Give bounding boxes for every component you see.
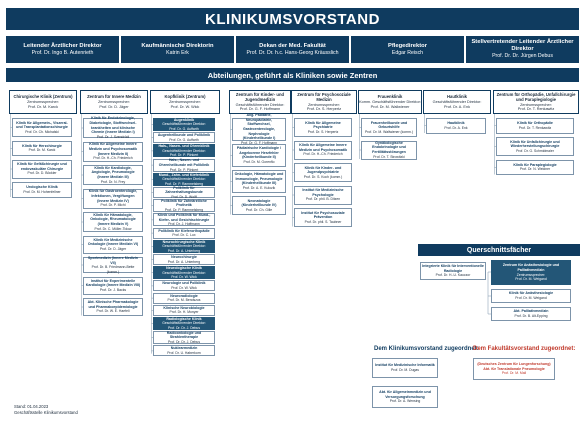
clinic-name: Pädiatrische Kardiologie / Angeborene Herzfehler (Kinderheilkunde II)	[236, 146, 282, 160]
clinic-role: Geschäftsführender Direktor:	[162, 321, 206, 326]
clinic-person: Prof. Dr. P. Plinkert	[169, 153, 199, 158]
clinic-person: Prof. Dr. A. E. Kulozik	[242, 186, 276, 191]
clinic-box	[294, 208, 352, 227]
clinic-box	[294, 141, 352, 160]
clinic-person: Prof. Dr. C. Müller-Tidow	[94, 226, 132, 231]
clinic-name: Mund-, Zahn- und Kieferklinik	[158, 172, 210, 177]
querschnitt-name: Abt. Palliativmedizin	[513, 309, 549, 314]
clinic-name: Hals-, Nasen- und Ohrenheilkunde mit Poliklinik	[158, 158, 210, 167]
clinic-box	[232, 113, 286, 141]
clinic-name: Augenklinik	[173, 117, 195, 122]
clinic-name: Klinik für Allgemein-, Viszeral- und Transplantationschirurgie	[16, 120, 68, 130]
clinic-name: Klinik für Endokrinologie, Diabetologie, Stoffwechsel-krankheiten und klinische Chemie (Innere Medizin I)	[89, 116, 137, 135]
footer-office: Geschäftsstelle Klinikumsvorstand	[14, 409, 78, 415]
page-title: KLINIKUMSVORSTAND	[205, 10, 380, 28]
department-person: Prof. Dr. W. Wick	[170, 104, 200, 109]
clinic-person: Prof. Dr. P. Plinkert	[169, 167, 199, 172]
querschnitt-role: Zentrumssprecher:	[516, 272, 546, 277]
clinic-box	[232, 170, 286, 193]
clinic-box	[153, 280, 215, 291]
clinic-name: Klinik für Allgemeine Psychiatrie	[305, 120, 341, 130]
clinic-name: Abt. Klinische Pharmakologie und Pharmakoepidemiologie	[87, 300, 139, 309]
clinic-box	[153, 331, 215, 344]
clinic-person: Prof. Dr. S. Koch (komm.)	[303, 174, 343, 179]
clinic-box	[83, 277, 143, 295]
clinic-box	[294, 163, 352, 182]
clinic-person: Prof. Dr. M. Gorenflo	[243, 160, 275, 165]
querschnitt-person: Prof. Dr. B. Alt-Epping	[514, 314, 548, 319]
clinic-box	[83, 165, 143, 185]
clinic-box	[153, 240, 215, 253]
clinic-name: Klinik für Kardiologie, Angiologie, Pneumologie (Innere Medizin III)	[91, 165, 135, 180]
unit-name: Institut für Medizinische Informatik	[375, 363, 435, 368]
clinic-box	[83, 212, 143, 232]
leader-name: Prof. Dr. Dr. Jürgen Debus	[492, 53, 553, 60]
clinic-name: Sportmedizin (Innere Medizin VII)	[88, 255, 138, 265]
leader-title: Stellvertretender Leitender Ärztlicher Direktor	[471, 39, 574, 53]
fakultaet-assigned-title: Dem Fakultätsvorstand zugeordnet:	[473, 346, 576, 352]
title-banner	[6, 8, 579, 30]
department-person: Prof. Dr. M. Karck	[28, 104, 58, 109]
clinic-box	[153, 266, 215, 279]
clinic-name: Augenheilkunde und Poliklinik	[157, 133, 211, 138]
clinic-box	[153, 199, 215, 212]
clinic-name: Neuroradiologie	[170, 293, 198, 298]
clinic-name: Klinik für Paraplegiologie	[513, 162, 557, 167]
leader-title: Leitender Ärztlicher Direktor	[23, 42, 102, 49]
leader-box	[466, 36, 579, 63]
department-person: Prof. Dr. S. Herpertz	[306, 107, 342, 112]
klinikumsvorstand-unit-box	[372, 386, 438, 408]
clinic-person: Prof. Dr. U. Haberkorn	[167, 351, 201, 356]
clinic-box	[153, 159, 215, 172]
clinic-person: Prof. Dr. Ch. Gille	[245, 207, 273, 212]
unit-person: Prof. Dr. M. Dugas	[391, 368, 419, 373]
clinic-box	[153, 228, 215, 239]
clinic-name: Institut für Psychosoziale Prävention	[301, 210, 345, 220]
clinic-person: Prof. Dr. G. Auffarth	[169, 126, 199, 131]
department-title: Frauenklinik	[377, 94, 403, 100]
clinic-name: Klinik für Hämatologie, Onkologie, Rheumatologie (Innere Medizin V)	[90, 212, 136, 227]
querschnitt-title: Querschnittsfächer	[466, 246, 532, 254]
clinic-name: Neurologie und Poliklinik	[162, 281, 206, 286]
leader-title: Dekan der Med. Fakultät	[259, 42, 326, 49]
querschnitt-banner	[418, 244, 580, 256]
clinic-box	[153, 187, 215, 198]
clinic-name: Poliklinik für Kieferorthopädie	[158, 228, 210, 233]
clinic-name: Klinik für Kinder- und Jugendpsychiatrie	[304, 165, 342, 175]
clinic-box	[153, 144, 215, 157]
clinic-name: Klinik für Herzchirurgie	[22, 143, 62, 148]
leader-name: Katrin Erk	[166, 49, 189, 56]
department-role: Zentrumssprecher:	[308, 102, 340, 107]
clinic-person: Prof. Dr. T. Renkawitz	[518, 125, 552, 130]
footer-stand: Stand: 01.04.2023	[14, 404, 49, 409]
clinic-person: Prof. Dr. phil. B. Ditzen	[305, 197, 341, 202]
clinic-person: Prof. Dr. P. Michl	[100, 203, 126, 208]
department-header	[229, 90, 291, 114]
department-header	[358, 90, 422, 114]
querschnitt-name: Klinik für Anästhesiologie	[508, 291, 554, 296]
clinic-box	[153, 132, 215, 143]
clinic-person: Prof. Dr. P. Rammelsberg	[164, 181, 204, 186]
clinic-box	[83, 257, 143, 273]
clinic-role: Geschäftsführender Direktor:	[162, 122, 206, 127]
querschnitt-box	[491, 307, 571, 321]
clinic-name: Neurochirurgie	[171, 254, 197, 259]
clinic-box	[294, 118, 352, 137]
clinic-person: Prof. Dr. W. Wick	[171, 275, 197, 280]
clinic-name: Poliklinik für Zahnerhaltungskunde	[165, 185, 203, 195]
clinic-name: Gynäkologische Endokrinologie und Fertilitätsstörungen	[372, 140, 406, 155]
clinic-person: Prof. Dr. M. Bendszus	[167, 298, 201, 303]
clinic-person: Prof. Dr. W. E. Haefeli	[96, 309, 130, 314]
clinic-box	[361, 118, 417, 137]
clinic-box	[12, 182, 72, 198]
clinic-name: Nuklearmedizin	[170, 346, 198, 351]
clinic-person: Prof. Dr. J. Hoffmann	[168, 222, 200, 227]
clinic-person: Prof. Dr. N. Weidner	[519, 167, 551, 172]
clinic-person: Prof. Dr. A. Enk	[444, 125, 468, 130]
clinic-person: Prof. Dr. A. Unterberg	[167, 248, 201, 253]
department-role: Zentrumssprecher:	[27, 99, 59, 104]
clinic-person: Prof. Dr. B. Friedmann-Bette (komm.)	[91, 265, 135, 274]
department-header	[80, 90, 148, 114]
clinic-person: Prof. Dr. A. Unterberg	[167, 259, 201, 264]
clinic-name: Klinik für Unfallchirurgie und Wiederherstellungschirurgie	[510, 139, 560, 149]
department-role: Komm. Geschäftsführender Direktor:	[359, 99, 421, 104]
clinic-person: Prof. Dr. S. Herpertz	[307, 129, 339, 134]
clinic-person: Prof. Dr. P. Rammelsberg	[164, 208, 204, 213]
querschnitt-person: Prof. Dr. M. Weigand	[515, 277, 547, 282]
clinic-box	[153, 293, 215, 304]
department-header	[9, 90, 77, 114]
clinic-name: Institut für Experimentelle Kardiologie (Innere Medizin VIII)	[85, 278, 141, 288]
clinic-person: Prof. Dr. G. Schmidmaier	[516, 148, 554, 153]
clinic-person: Prof. Dr. M. Wallwiener (komm.)	[365, 129, 413, 134]
clinic-role: Geschäftsführender Direktor:	[162, 270, 206, 275]
clinic-name: Radioonkologie und Strahlentherapie	[166, 330, 202, 340]
clinic-name: Allg. Pädiatrie, Neuropädiatrie, Stoffwechsel, Gastroenterologie, Nephrologie (Kinderheilkunde I)	[242, 113, 276, 141]
clinic-person: Prof. Dr. D. Wolff	[171, 194, 197, 199]
unit-name: Abt. für Allgemeinmedizin und Versorgungsforschung	[379, 390, 431, 399]
clinic-person: Prof. Dr. D. Jäger	[99, 246, 127, 251]
clinic-role: Geschäftsführender Direktor:	[162, 177, 206, 182]
klinikumsvorstand-assigned-title: Dem Klinikumsvorstand zugeordnet:	[374, 346, 479, 352]
clinic-name: Klinik für Allgemeine Innere Medizin und Psychosomatik (Innere Medizin II)	[88, 142, 138, 156]
querschnitt-box	[491, 289, 571, 303]
subtitle-banner	[6, 68, 579, 82]
clinic-person: Prof. Dr. M. Karck	[28, 148, 56, 153]
clinic-person: Prof. Dr. N. Frey	[100, 179, 126, 184]
clinic-person: Prof. Dr. M. Hohenfellner	[23, 189, 61, 194]
leader-title: Kaufmännische Direktorin	[141, 42, 214, 49]
department-title: Zentrum für Kinder- und Jugendmedizin	[235, 91, 285, 103]
clinic-box	[83, 189, 143, 209]
clinic-box	[83, 142, 143, 162]
department-role: Geschäftsführender Direktor:	[235, 102, 285, 107]
leader-name: Prof. Dr. Dr. h.c. Hans-Georg Kräusslich	[246, 49, 339, 56]
clinic-box	[83, 298, 143, 316]
clinic-name: Poliklinik für Zahnärztliche Prothetik	[161, 198, 207, 208]
department-role: Geschäftsführender Direktor:	[432, 99, 482, 104]
leader-title: Pflegedirektor	[388, 42, 427, 49]
clinic-person: Prof. Dr. J. Szendrödi	[96, 135, 130, 140]
clinic-name: Hautklinik	[447, 121, 465, 126]
querschnitt-person: Prof. Dr. M. Weigand	[515, 296, 547, 301]
clinic-person: Prof. Dr. D. Böckler	[27, 171, 57, 176]
querschnitt-box	[420, 262, 486, 280]
clinic-box	[153, 213, 215, 226]
department-person: Prof. Dr. G. F. Hoffmann	[239, 107, 281, 112]
department-title: Hautklinik	[446, 94, 467, 100]
department-title: Kopfklinik (Zentrum)	[164, 94, 206, 100]
clinic-person: Prof. Dr. J. Backs	[99, 287, 127, 292]
clinic-name: Neurologische Klinik	[166, 265, 202, 270]
klinikumsvorstand-unit-box	[372, 358, 438, 378]
clinic-person: Prof. Dr. H.-Ch. Friederich	[303, 152, 343, 157]
clinic-person: Prof. Dr. C. Lux	[172, 233, 196, 238]
unit-name: (Deutsches Zentrum für Lungenforschung) Abt. für Translationale Pneumologie	[477, 362, 551, 371]
clinic-person: Prof. Dr. phil. S. Taubner	[304, 219, 342, 224]
clinic-name: Onkologie, Hämatologie und Immunologie, Pneumologie (Kinderheilkunde III)	[234, 172, 284, 186]
querschnitt-box	[491, 260, 571, 285]
clinic-box	[12, 141, 72, 157]
clinic-name: Urologische Klinik	[26, 185, 58, 190]
clinic-box	[153, 317, 215, 330]
leader-name: Edgar Reisch	[391, 49, 424, 56]
clinic-box	[153, 173, 215, 186]
clinic-name: Klinik für Medizinische Onkologie (Innere Medizin VI)	[87, 237, 139, 247]
clinic-box	[153, 345, 215, 356]
department-header	[493, 90, 579, 114]
footer	[14, 404, 78, 415]
clinic-box	[496, 118, 574, 134]
clinic-box	[496, 137, 574, 156]
clinic-name: Klinik für Gefäßchirurgie und endovaskuläre Chirurgie	[17, 162, 67, 171]
clinic-person: Prof. Dr. T. Strowitzki	[373, 154, 405, 159]
clinic-name: Klinik für Allgemeine Innere Medizin und Psychosomatik	[298, 143, 348, 152]
clinic-box	[83, 118, 143, 138]
department-title: Zentrum für Psychosoziale Medizin	[297, 91, 351, 103]
clinic-name: Hals-, Nasen- und Ohrenklinik	[158, 144, 210, 149]
department-title: Zentrum für Innere Medizin	[87, 94, 141, 100]
clinic-person: Prof. Dr. W. Wick	[171, 286, 197, 291]
clinic-name: Frauenheilkunde und Geburtshilfe	[370, 120, 408, 130]
department-person: Prof. Dr. M. Wallwiener	[370, 104, 410, 109]
department-title: Chirurgische Klinik (Zentrum)	[13, 94, 73, 100]
querschnitt-name: Zentrum für Anästhesiologie und Palliativmedizin	[502, 263, 560, 273]
clinic-box	[496, 160, 574, 176]
clinic-person: Prof. Dr. Dr. J. Debus	[167, 340, 201, 345]
clinic-person: Prof. Dr. Ch. Michalski	[25, 129, 59, 134]
clinic-box	[12, 118, 72, 137]
leader-box	[6, 36, 119, 63]
clinic-box	[294, 186, 352, 205]
clinic-box	[426, 118, 486, 134]
page-subtitle: Abteilungen, geführt als Kliniken sowie Zentren	[207, 70, 378, 80]
fakultaet-unit-box	[473, 358, 555, 380]
unit-person: Prof. Dr. A. Wensing	[389, 399, 421, 404]
clinic-role: Geschäftsführender Direktor:	[162, 244, 206, 249]
clinic-person: Prof. Dr. H. Monyer	[169, 310, 199, 315]
clinic-box	[153, 254, 215, 265]
department-person: Prof. Dr. T. Renkawitz	[517, 107, 555, 112]
department-role: Zentrumssprecher:	[98, 99, 130, 104]
clinic-box	[153, 118, 215, 131]
clinic-name: Institut für Medizinische Psychologie	[302, 188, 344, 197]
clinic-name: Klinik für Gastroenterologie, Infektionen, Vergiftungen (Innere Medizin IV)	[88, 189, 138, 203]
clinic-name: Neonatologie (Kinderheilkunde IV)	[241, 198, 277, 208]
clinic-name: Klinik für Orthopädie	[517, 121, 553, 126]
querschnitt-person: Prof. Dr. H.-U. Kauczor	[435, 273, 471, 278]
clinic-name: Radiologische Klinik	[166, 316, 202, 321]
clinic-box	[153, 305, 215, 316]
clinic-person: Prof. Dr. H.-Ch. Friederich	[93, 156, 133, 161]
department-header	[423, 90, 491, 114]
querschnitt-name: Integrierte Klinik für Interventionelle Radiologie	[422, 264, 484, 273]
department-title: Zentrum für Orthopädie, Unfallchirurgie und Paraplegiologie	[496, 91, 576, 103]
clinic-name: Klinik und Poliklinik für Mund-, Kiefer- und Gesichtschirurgie	[157, 213, 211, 222]
department-role: Zentrumssprecher:	[520, 102, 552, 107]
department-person: Prof. Dr. D. Jäger	[99, 104, 129, 109]
leader-box	[236, 36, 349, 63]
department-header	[291, 90, 357, 114]
department-role: Zentrumssprecher:	[169, 99, 201, 104]
clinic-box	[232, 144, 286, 167]
leader-box	[351, 36, 464, 63]
clinic-box	[361, 141, 417, 160]
clinic-role: Geschäftsführender Direktor:	[162, 148, 206, 153]
clinic-box	[232, 196, 286, 215]
clinic-box	[12, 160, 72, 179]
department-person: Prof. Dr. A. Enk	[444, 104, 470, 109]
clinic-person: Prof. Dr. G. Auffarth	[169, 137, 199, 142]
clinic-name: Neurochirurgische Klinik	[162, 239, 206, 244]
clinic-box	[83, 236, 143, 254]
clinic-person: Prof. Dr. Dr. J. Debus	[167, 325, 201, 330]
unit-person: Prof. Dr. M. Mall	[501, 371, 527, 376]
department-header	[150, 90, 220, 114]
leader-box	[121, 36, 234, 63]
leader-name: Prof. Dr. Ingo B. Autenrieth	[31, 49, 94, 56]
clinic-name: Klinische Neurobiologie	[163, 305, 205, 310]
